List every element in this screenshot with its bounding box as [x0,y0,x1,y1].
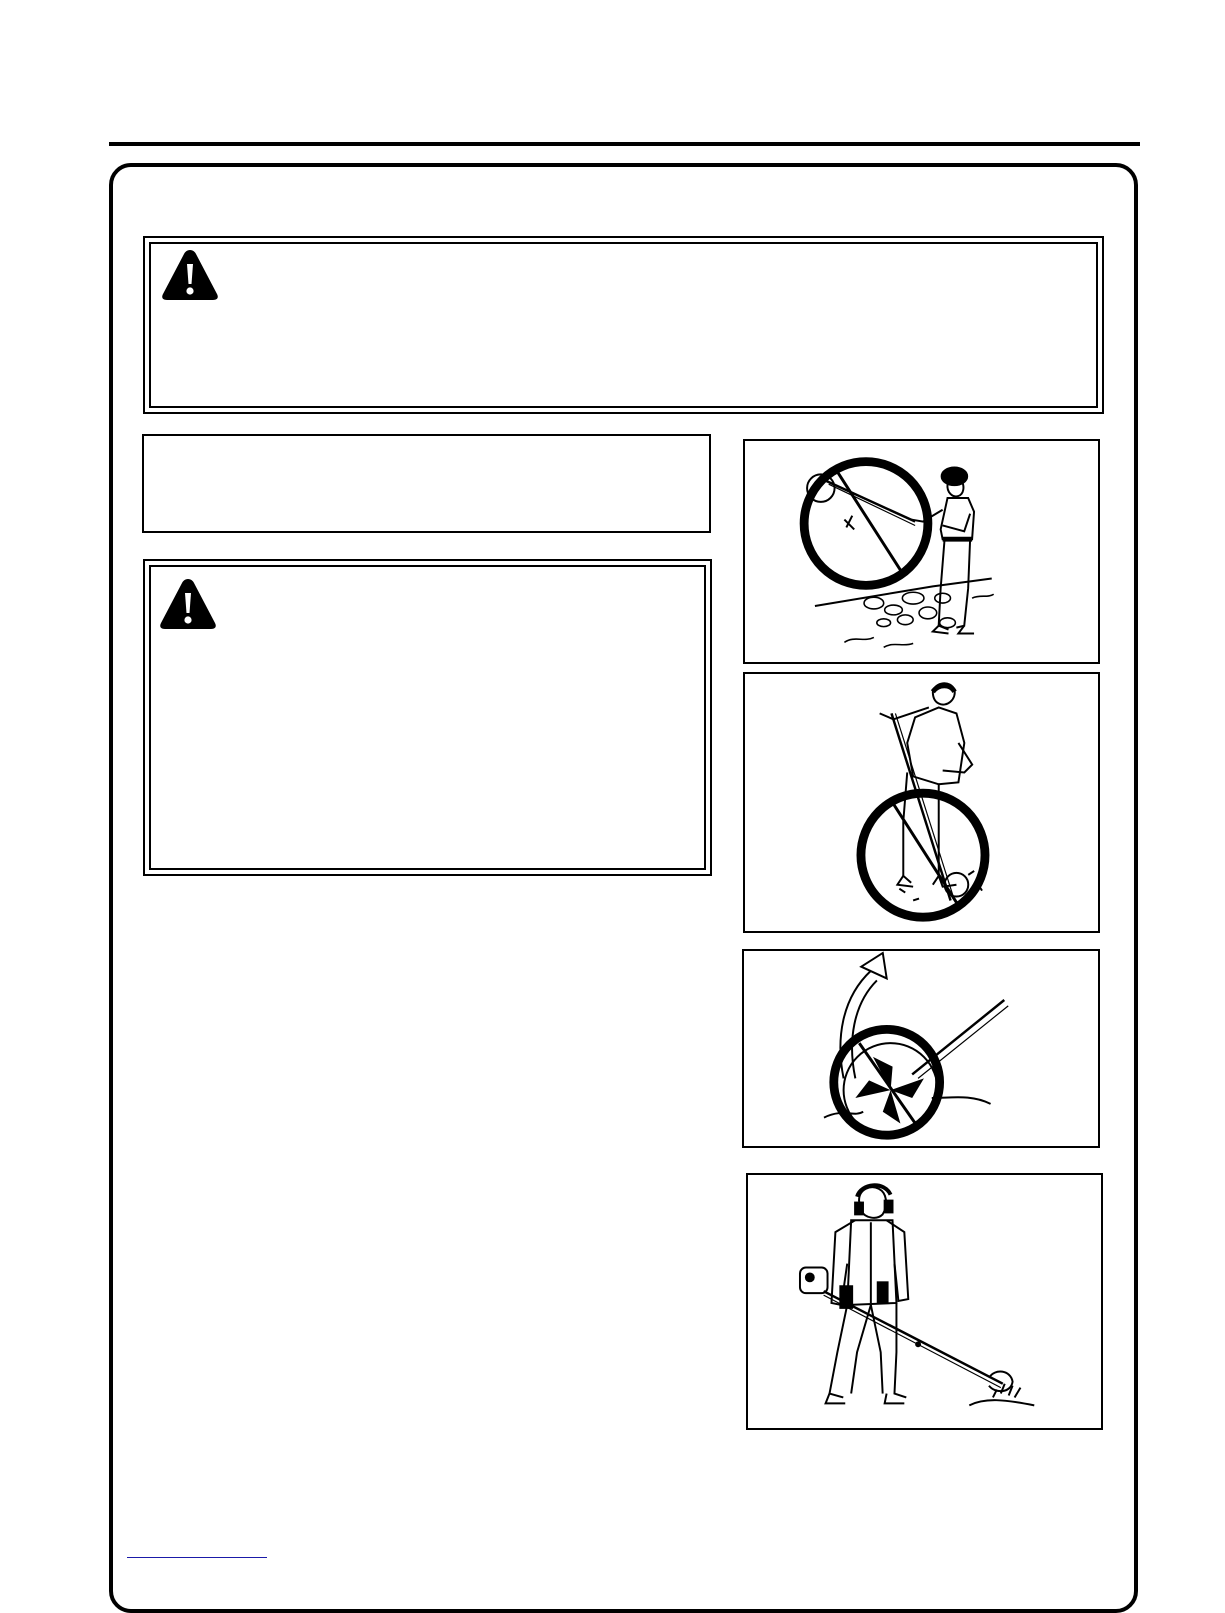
figure-prohibited-cutting-near-feet [743,672,1100,933]
figure-correct-operating-posture [746,1173,1103,1430]
warning-box-top [143,236,1104,414]
prohibition-circle-icon [804,462,928,586]
figure-illustration [744,951,1098,1146]
figure-illustration [745,441,1098,662]
figure-prohibited-blade-kickback [742,949,1100,1148]
warning-box-middle [143,559,712,876]
top-rule [109,142,1140,146]
footer-link-underline[interactable] [127,1557,267,1558]
figure-illustration [748,1175,1101,1428]
warning-triangle-icon [161,248,219,302]
figure-illustration [745,674,1098,931]
warning-triangle-icon [159,577,217,631]
warning-box-top-inner [149,242,1098,408]
prohibition-circle-icon [834,1029,940,1135]
figure-prohibited-cutting-near-wall [743,439,1100,664]
note-box [142,434,711,533]
warning-box-middle-inner [149,565,706,870]
